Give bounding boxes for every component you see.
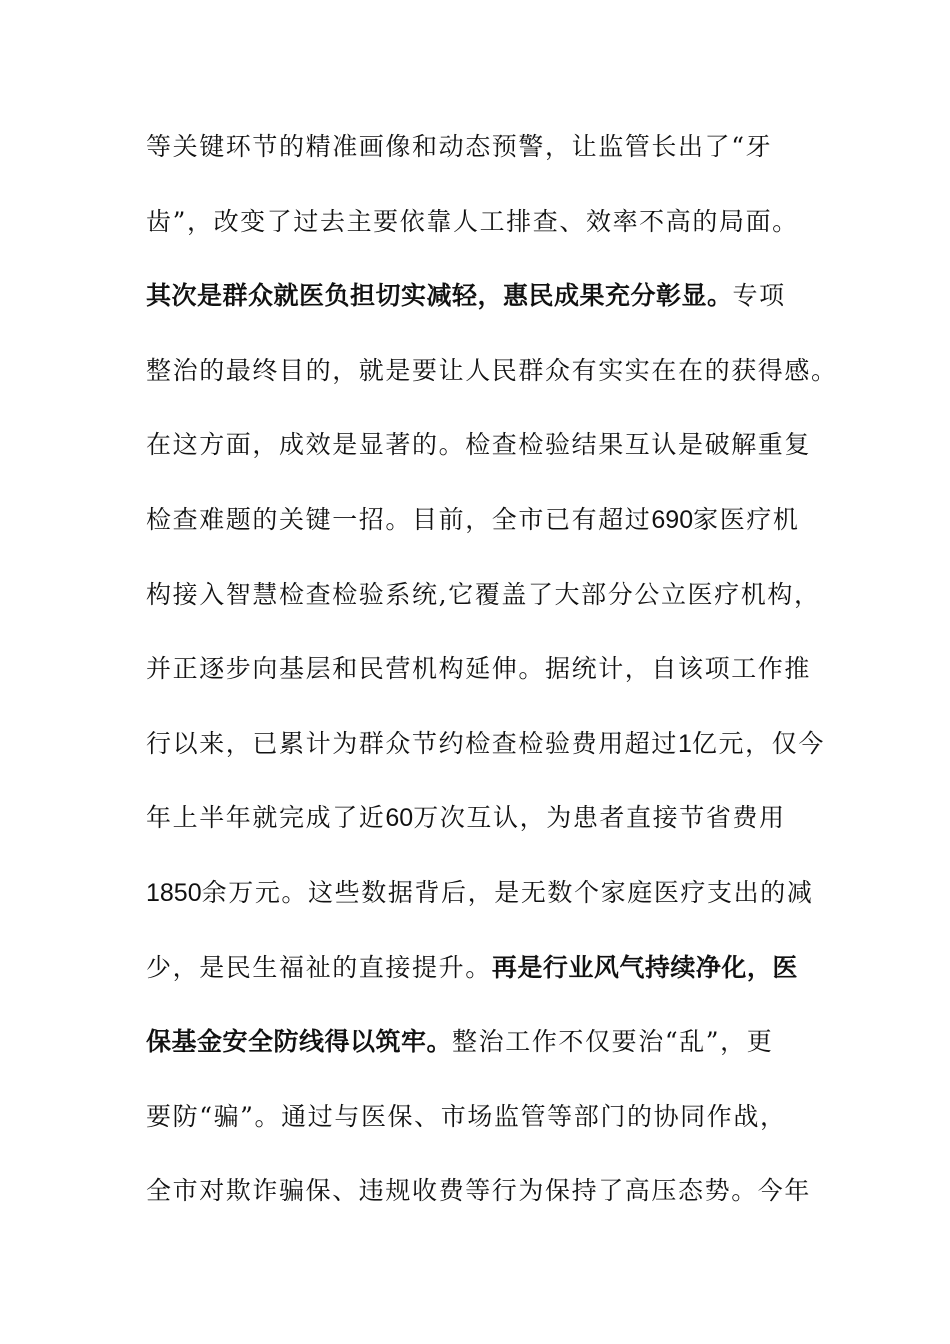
- text-line: [146, 345, 838, 397]
- text-segment: 家医疗机: [693, 504, 800, 534]
- body-text: [146, 121, 838, 1240]
- text-segment: 齿”，改变了过去主要依靠人工排查、效率不高的局面。: [146, 206, 799, 236]
- text-line: [146, 494, 826, 546]
- text-segment: 1: [678, 729, 692, 758]
- text-segment: 在这方面，成效是显著的。检查检验结果互认是破解重复: [146, 430, 812, 460]
- text-line: [146, 792, 826, 844]
- text-segment: 年上半年就完成了近: [146, 803, 386, 833]
- text-segment: 检查难题的关键一招。目前，全市已有超过: [146, 504, 652, 534]
- text-line: [146, 121, 826, 173]
- bold-heading-text: 再是行业风气持续净化，医: [491, 952, 798, 982]
- text-segment: 构接入智慧检查检验系统,它覆盖了大部分公立医疗机构，: [146, 579, 821, 609]
- text-line: [146, 1091, 826, 1143]
- bold-heading-text: 保基金安全防线得以筑牢。: [146, 1027, 453, 1057]
- text-segment: 行以来，已累计为群众节约检查检验费用超过: [146, 728, 679, 758]
- text-line: [146, 643, 826, 695]
- text-segment: 等关键环节的精准画像和动态预警，让监管长出了“牙: [146, 132, 773, 161]
- bold-heading-text: 其次是群众就医负担切实减轻，惠民成果充分彰显。: [146, 281, 733, 311]
- text-segment: 余万元。这些数据背后，是无数个家庭医疗支出的减: [201, 877, 814, 907]
- text-segment: 亿元，仅今: [691, 728, 825, 758]
- text-line: [146, 1165, 826, 1217]
- text-line: [146, 419, 826, 471]
- text-segment: 专项: [732, 281, 786, 311]
- text-line: [146, 270, 826, 322]
- text-segment: 要防“骗”。通过与医保、市场监管等部门的协同作战，: [146, 1101, 787, 1131]
- text-segment: 整治工作不仅要治“乱”，更: [452, 1027, 774, 1057]
- text-segment: 万次互认，为患者直接节省费用: [413, 803, 786, 833]
- text-segment: 并正逐步向基层和民营机构延伸。据统计，自该项工作推: [146, 654, 812, 684]
- text-line: [146, 718, 826, 770]
- text-segment: 少，是民生福祉的直接提升。: [146, 952, 492, 982]
- text-segment: 全市对欺诈骗保、违规收费等行为保持了高压态势。今年: [146, 1176, 812, 1206]
- text-line: [146, 569, 826, 621]
- text-segment: 1850: [146, 878, 202, 907]
- text-segment: 690: [651, 505, 694, 534]
- text-segment: 60: [385, 804, 414, 833]
- text-line: [146, 1016, 826, 1068]
- text-segment: 整治的最终目的，就是要让人民群众有实实在在的获得感。: [146, 355, 838, 385]
- text-line: [146, 196, 826, 248]
- text-line: [146, 867, 826, 919]
- text-line: [146, 942, 826, 994]
